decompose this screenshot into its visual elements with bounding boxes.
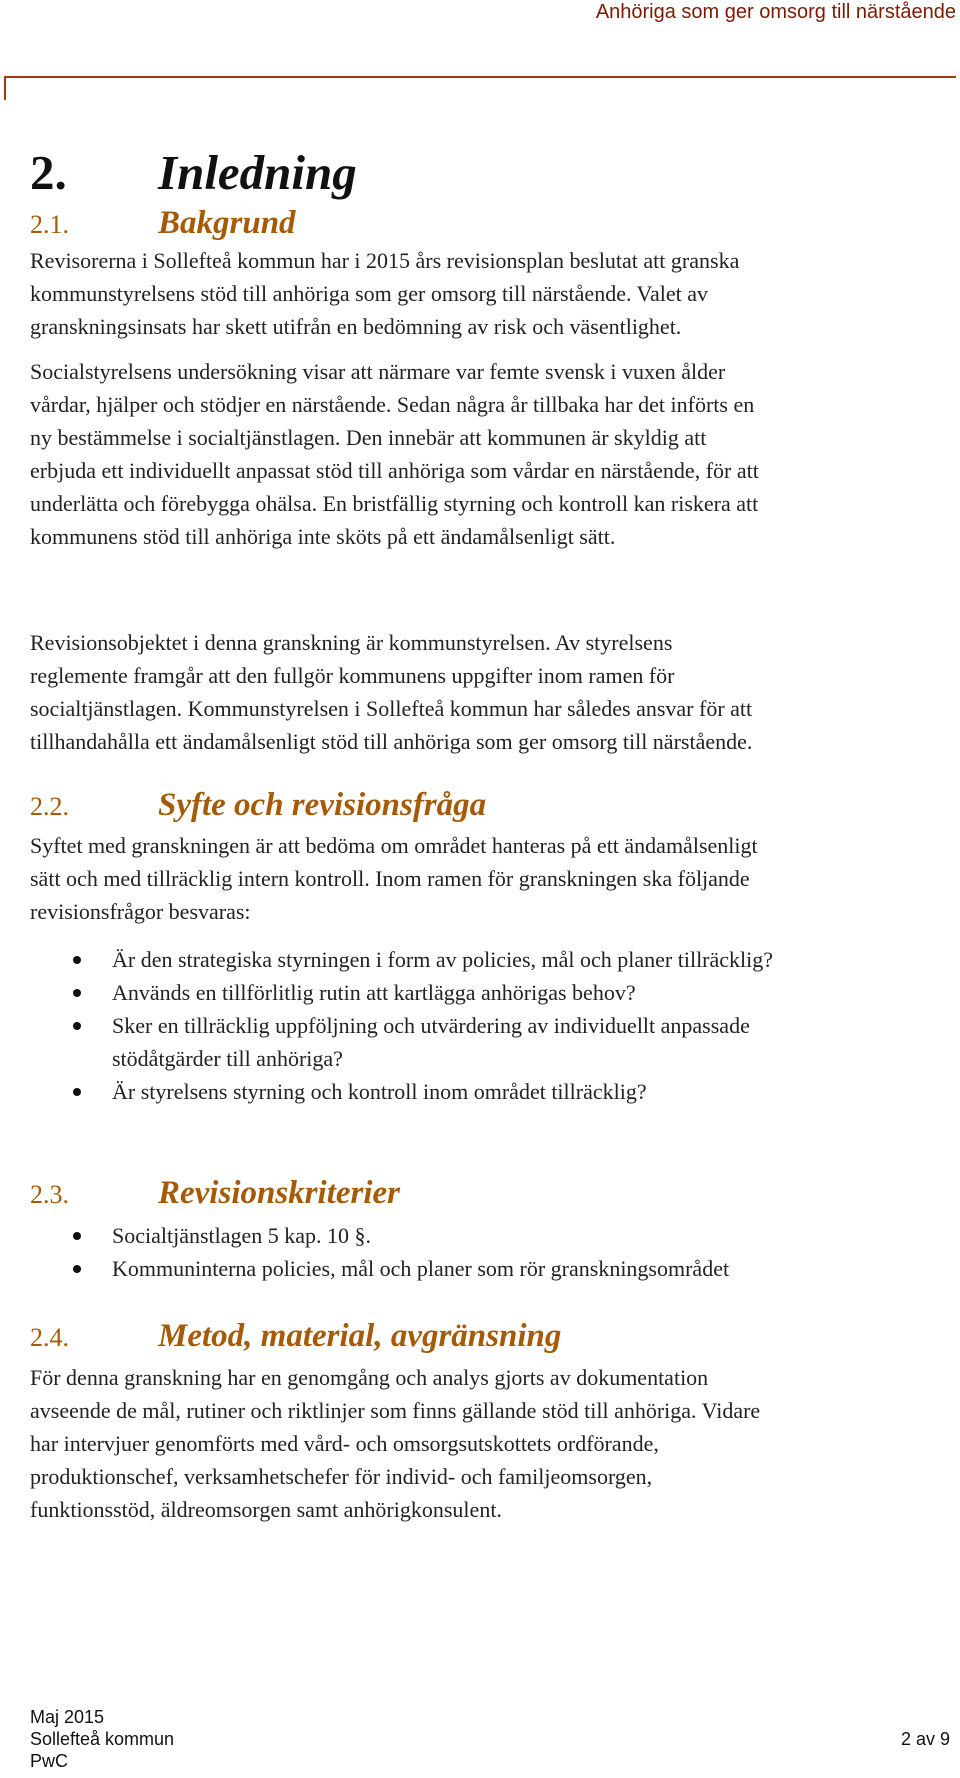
section-title: Bakgrund [158,205,296,241]
section-number: 2.2. [30,792,69,821]
list-item-text: Kommuninterna policies, mål och planer som rör granskningsområdet [112,1256,730,1281]
section-number: 2.4. [30,1323,69,1352]
revision-questions-list [0,943,940,1108]
chapter-title: Inledning [158,145,357,200]
chapter-number: 2. [30,145,67,200]
list-item [0,943,940,976]
list-item-text: Sker en tillräcklig uppföljning och utvärdering av individuellt anpassade [112,1013,750,1038]
list-item-text: Socialtjänstlagen 5 kap. 10 §. [112,1223,372,1248]
section-title: Revisionskriterier [158,1175,401,1211]
list-item-text: Är den strategiska styrningen i form av policies, mål och planer tillräcklig? [112,947,774,972]
bullet-icon [73,1088,81,1096]
running-header-title: Anhöriga som ger omsorg till närstående [595,1,956,23]
list-item [0,1219,940,1252]
section-title: Metod, material, avgränsning [158,1318,562,1354]
list-item-text: Används en tillförlitlig rutin att kartlägga anhörigas behov? [112,980,636,1005]
list-item-text: Är styrelsens styrning och kontroll inom området tillräcklig? [112,1079,647,1104]
page-number: 2 av 9 [900,1729,950,1749]
paragraph [30,829,950,928]
text-line: produktionschef, verksamhetschefer för individ- och familjeomsorgen, [30,1464,653,1489]
section-title: Syfte och revisionsfråga [158,787,487,823]
section-heading-syfte [30,789,486,822]
bullet-icon [73,1022,81,1030]
paragraph [30,244,950,343]
section-number: 2.1. [30,210,69,239]
text-line: underlätta och förebygga ohälsa. En bristfällig styrning och kontroll kan riskera att [30,491,759,516]
list-item [0,1009,940,1075]
text-line: sätt och med tillräcklig intern kontroll. Inom ramen för granskningen ska följande [30,866,750,891]
bullet-icon [73,1232,81,1240]
list-item [0,1252,940,1285]
text-line: avseende de mål, rutiner och riktlinjer som finns gällande stöd till anhöriga. Vidare [30,1398,761,1423]
header-rule-tick [4,76,6,100]
paragraph [30,626,950,758]
section-heading-metod [30,1320,561,1353]
text-line: erbjuda ett individuellt anpassat stöd till anhöriga som vårdar en närstående, för att [30,458,759,483]
paragraph [30,355,950,553]
section-heading-revisionskriterier [30,1177,400,1210]
footer-municipality: Sollefteå kommun [30,1729,175,1749]
text-line: För denna granskning har en genomgång och analys gjorts av dokumentation [30,1365,709,1390]
chapter-heading [30,145,357,200]
text-line: kommunstyrelsens stöd till anhöriga som ger omsorg till närstående. Valet av [30,281,709,306]
text-line: vårdar, hjälper och stödjer en närstående. Sedan några år tillbaka har det införts en [30,392,755,417]
text-line: granskningsinsats har skett utifrån en bedömning av risk och väsentlighet. [30,314,682,339]
section-number: 2.3. [30,1180,69,1209]
criteria-list [0,1219,940,1285]
text-line: socialtjänstlagen. Kommunstyrelsen i Sollefteå kommun har således ansvar för att [30,696,753,721]
bullet-icon [73,989,81,997]
footer [30,1706,174,1772]
text-line: Syftet med granskningen är att bedöma om området hanteras på ett ändamålsenligt [30,833,758,858]
text-line: Revisorerna i Sollefteå kommun har i 2015 års revisionsplan beslutat att granska [30,248,740,273]
text-line: Revisionsobjektet i denna granskning är kommunstyrelsen. Av styrelsens [30,630,673,655]
text-line: Socialstyrelsens undersökning visar att närmare var femte svensk i vuxen ålder [30,359,726,384]
header-rule [4,76,956,78]
footer-date: Maj 2015 [30,1707,105,1727]
text-line: tillhandahålla ett ändamålsenligt stöd till anhöriga som ger omsorg till närstående. [30,729,753,754]
bullet-icon [73,956,81,964]
footer-company: PwC [30,1751,69,1771]
text-line: revisionsfrågor besvaras: [30,899,251,924]
text-line: funktionsstöd, äldreomsorgen samt anhörigkonsulent. [30,1497,502,1522]
list-item [0,1075,940,1108]
text-line: reglemente framgår att den fullgör kommunens uppgifter inom ramen för [30,663,675,688]
text-line: ny bestämmelse i socialtjänstlagen. Den innebär att kommunen är skyldig att [30,425,707,450]
bullet-icon [73,1265,81,1273]
list-item [0,976,940,1009]
text-line: har intervjuer genomförts med vård- och omsorgsutskottets ordförande, [30,1431,659,1456]
section-heading-bakgrund [30,207,296,240]
text-line: kommunens stöd till anhöriga inte sköts på ett ändamålsenligt sätt. [30,524,616,549]
list-item-text: stödåtgärder till anhöriga? [112,1046,343,1071]
paragraph [30,1361,950,1526]
